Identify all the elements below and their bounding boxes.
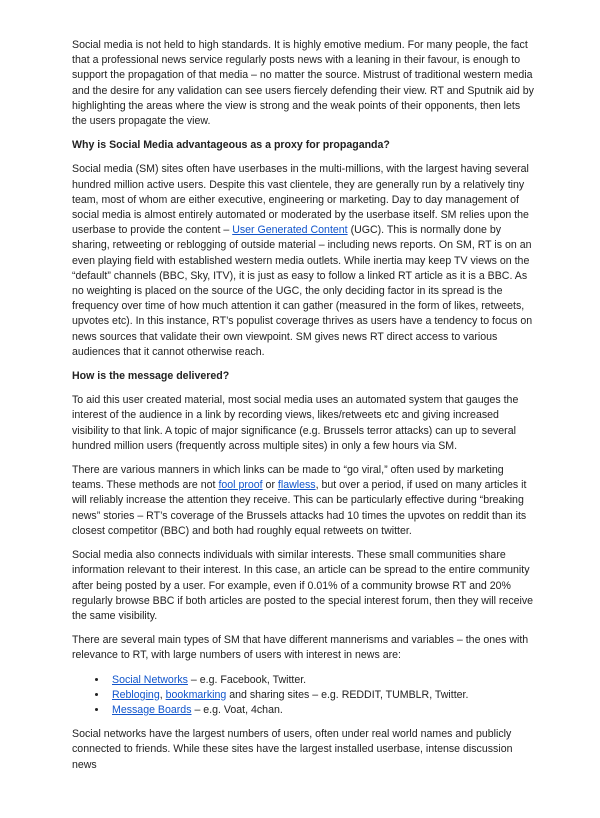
link-social-networks[interactable]: Social Networks [112, 673, 188, 686]
list-item-text: and sharing sites – e.g. REDDIT, TUMBLR, Twitter. [226, 688, 469, 701]
paragraph-text: , but over a period, if used on many articles it will reliably increase the attention they receive. This can be particularly effective during “breaking news” stories – RT’s coverage of the Brussels attacks had 10 times the upvotes on reddit than its closest competitor (BBC) and both had roughly equal retweets on twitter. [72, 479, 527, 537]
paragraph-text: Social media (SM) sites often have userbases in the multi-millions, with the largest having several hundred million active users. Despite this vast clientele, they are generally run by a relatively tiny team, most of whom are either executive, engineering or marketing. Day to day management of social media is almost entirely automated or moderated by the userbase itself. SM relies upon the userbase to provide the content – [72, 163, 529, 237]
paragraph-social-media-userbases [72, 162, 536, 360]
paragraph-go-viral [72, 463, 536, 539]
paragraph-text: or [262, 479, 278, 492]
paragraph-social-media-standards: Social media is not held to high standards. It is highly emotive medium. For many people, the fact that a professional news service regularly posts news with a leaning in their favour, is enough to support the propagation of that media – no matter the source. Mistrust of traditional western media and the desire for any validation can see users fiercely defending their view. RT and Sputnik aid by highlighting the areas where the view is strong and the weak points of their opponents, then lets the users propagate the view. [72, 39, 534, 128]
link-rebloging[interactable]: Rebloging [112, 688, 160, 701]
list-item [108, 688, 536, 703]
paragraph-automated-system: To aid this user created material, most social media uses an automated system that gauges the interest of the audience in a link by recording views, likes/retweets etc and giving increased visibility to that link. A topic of major significance (e.g. Brussels terror attacks) can up to several hundred million users (frequently across multiple sites) in only a few hours via SM. [72, 394, 519, 452]
heading-why-social-media: Why is Social Media advantageous as a proxy for propaganda? [72, 139, 390, 152]
heading-message-delivered: How is the message delivered? [72, 370, 230, 383]
list-item-text: – e.g. Facebook, Twitter. [187, 673, 307, 686]
list-item-text: – e.g. Voat, 4chan. [191, 703, 283, 716]
paragraph-text: (UGC). This is normally done by sharing, retweeting or reblogging of outside material – including news reports. On SM, RT is on an even playing field with established western media outlets. While inertia may keep TV views on the “default” channels (BBC, Sky, ITV), it is just as easy to follow a linked RT article as it is a BBC. As no weighting is placed on the source of the UGC, the only deciding factor in its spread is the frequency over time of how much attention it can gather (measured in the form of likes, retweets, upvotes etc). In this instance, RT’s populist coverage thrives as users have a tendency to focus on news sources that validate their own viewpoint. SM gives news RT direct access to various audiences that it cannot otherwise reach. [72, 224, 533, 358]
list-item [108, 673, 536, 688]
paragraph-sm-types: There are several main types of SM that have different mannerisms and variables – the ones with relevance to RT, with large numbers of users with interest in news are: [72, 634, 529, 662]
paragraph-communities: Social media also connects individuals with similar interests. These small communities share information relevant to their interest. In this case, an article can be spread to the entire community after being posted by a user. For example, even if 0.01% of a community browse RT and 20% regularly browse BBC if both articles are posted to the special interest forum, then they will receive the same visibility. [72, 549, 534, 622]
link-bookmarking[interactable]: bookmarking [165, 688, 227, 701]
paragraph-social-networks: Social networks have the largest numbers of users, often under real world names and publicly connected to friends. While these sites have the largest installed userbase, intense discussion news [72, 728, 513, 771]
paragraph-text: There are various manners in which links can be made to “go viral,” often used by marketing teams. These methods are not [72, 464, 504, 492]
link-message-boards[interactable]: Message Boards [112, 703, 192, 716]
link-flawless[interactable]: flawless [277, 479, 316, 492]
list-item-separator: , [159, 688, 166, 701]
link-user-generated-content[interactable]: User Generated Content [232, 224, 348, 237]
list-item [108, 703, 536, 718]
sm-types-list [72, 673, 536, 719]
link-fool-proof[interactable]: fool proof [218, 479, 263, 492]
